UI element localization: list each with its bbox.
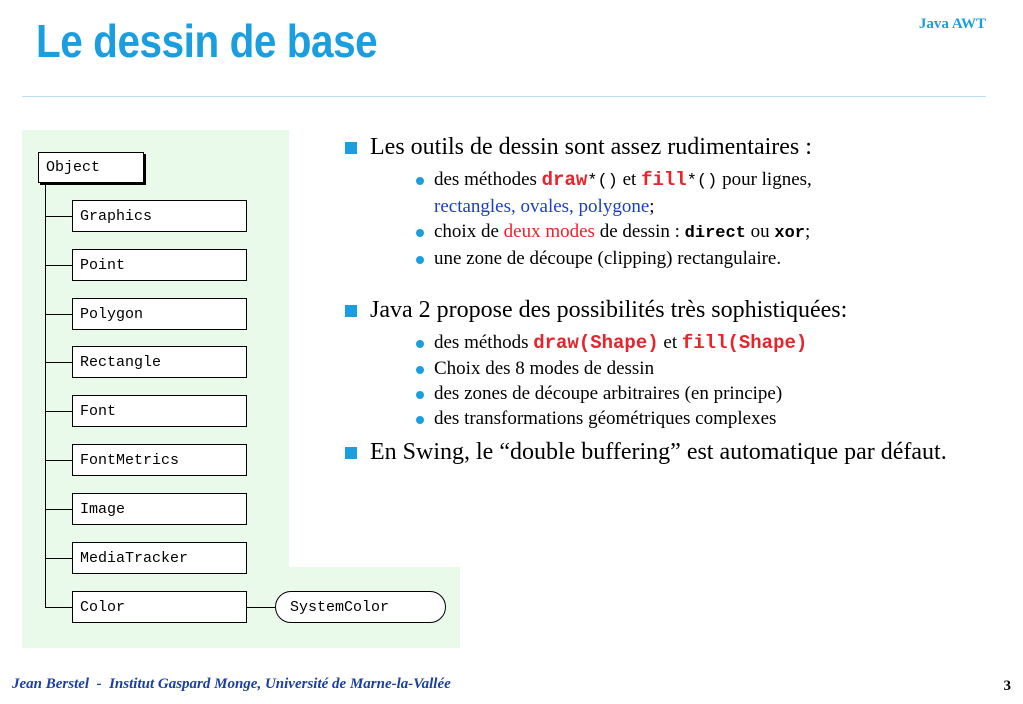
dot-bullet-icon (416, 416, 424, 424)
bullet-text: Les outils de dessin sont assez rudimentaires : (370, 134, 812, 160)
square-bullet-icon (345, 305, 357, 317)
sub-list (370, 167, 982, 271)
bullet-swing (342, 437, 980, 468)
branch-line (45, 411, 72, 412)
sub-item-modes: choix de deux modes de dessin : direct ou xor; (412, 219, 982, 246)
dot-bullet-icon (416, 366, 424, 374)
dot-bullet-icon (416, 391, 424, 399)
node-polygon: Polygon (72, 298, 247, 330)
node-rectangle: Rectangle (72, 346, 247, 378)
slide-topic: Java AWT (918, 16, 986, 32)
branch-line (45, 509, 72, 510)
code-draw: draw (541, 169, 588, 191)
node-image: Image (72, 493, 247, 525)
branch-line (45, 460, 72, 461)
node-graphics: Graphics (72, 200, 247, 232)
slide-content (342, 132, 982, 468)
sub-item-transformations: des transformations géométriques complexes (412, 406, 982, 431)
code-fill-shape: fill(Shape) (681, 332, 808, 354)
node-fontmetrics: FontMetrics (72, 444, 247, 476)
dot-bullet-icon (416, 177, 424, 185)
systemcolor-link-line (247, 607, 275, 608)
sub-item-8-modes: Choix des 8 modes de dessin (412, 356, 982, 381)
node-color: Color (72, 591, 247, 623)
bullet-text: En Swing, le “double buffering” est automatique par défaut. (370, 439, 947, 465)
node-font: Font (72, 395, 247, 427)
branch-line (45, 314, 72, 315)
branch-line (45, 362, 72, 363)
sub-list (370, 330, 982, 431)
node-point: Point (72, 249, 247, 281)
sub-item-clipping: une zone de découpe (clipping) rectangulaire. (412, 246, 982, 271)
branch-line (45, 607, 72, 608)
bullet-text: Java 2 propose des possibilités très sophistiquées: (370, 297, 848, 323)
page-number: 3 (1003, 678, 1011, 694)
dot-bullet-icon (416, 340, 424, 348)
shape-list: rectangles, ovales, polygone (434, 196, 650, 217)
bullet-drawing-tools (342, 132, 982, 271)
dot-bullet-icon (416, 256, 424, 264)
slide-title: Le dessin de base (36, 15, 378, 67)
bullet-java2 (342, 295, 982, 431)
code-xor: xor (774, 224, 805, 243)
hierarchy-trunk-line (45, 183, 46, 608)
highlight-two-modes: deux modes (503, 221, 595, 242)
branch-line (45, 558, 72, 559)
node-systemcolor: SystemColor (275, 591, 446, 623)
sub-item-arbitrary-clipping: des zones de découpe arbitraires (en principe) (412, 381, 982, 406)
square-bullet-icon (345, 142, 357, 154)
code-fill: fill (641, 169, 687, 191)
node-mediatracker: MediaTracker (72, 542, 247, 574)
footer-credit: Jean Berstel - Institut Gaspard Monge, Université de Marne-la-Vallée (12, 676, 451, 692)
code-draw-shape: draw(Shape) (533, 332, 659, 354)
code-direct: direct (684, 224, 746, 243)
branch-line (45, 216, 72, 217)
square-bullet-icon (345, 447, 357, 459)
dot-bullet-icon (416, 229, 424, 237)
branch-line (45, 265, 72, 266)
sub-item-shape-methods: des méthods draw(Shape) et fill(Shape) (412, 330, 982, 356)
node-object: Object (38, 152, 144, 183)
sub-item-methods: des méthodes draw*() et fill*() pour lignes, rectangles, ovales, polygone; (412, 167, 982, 219)
